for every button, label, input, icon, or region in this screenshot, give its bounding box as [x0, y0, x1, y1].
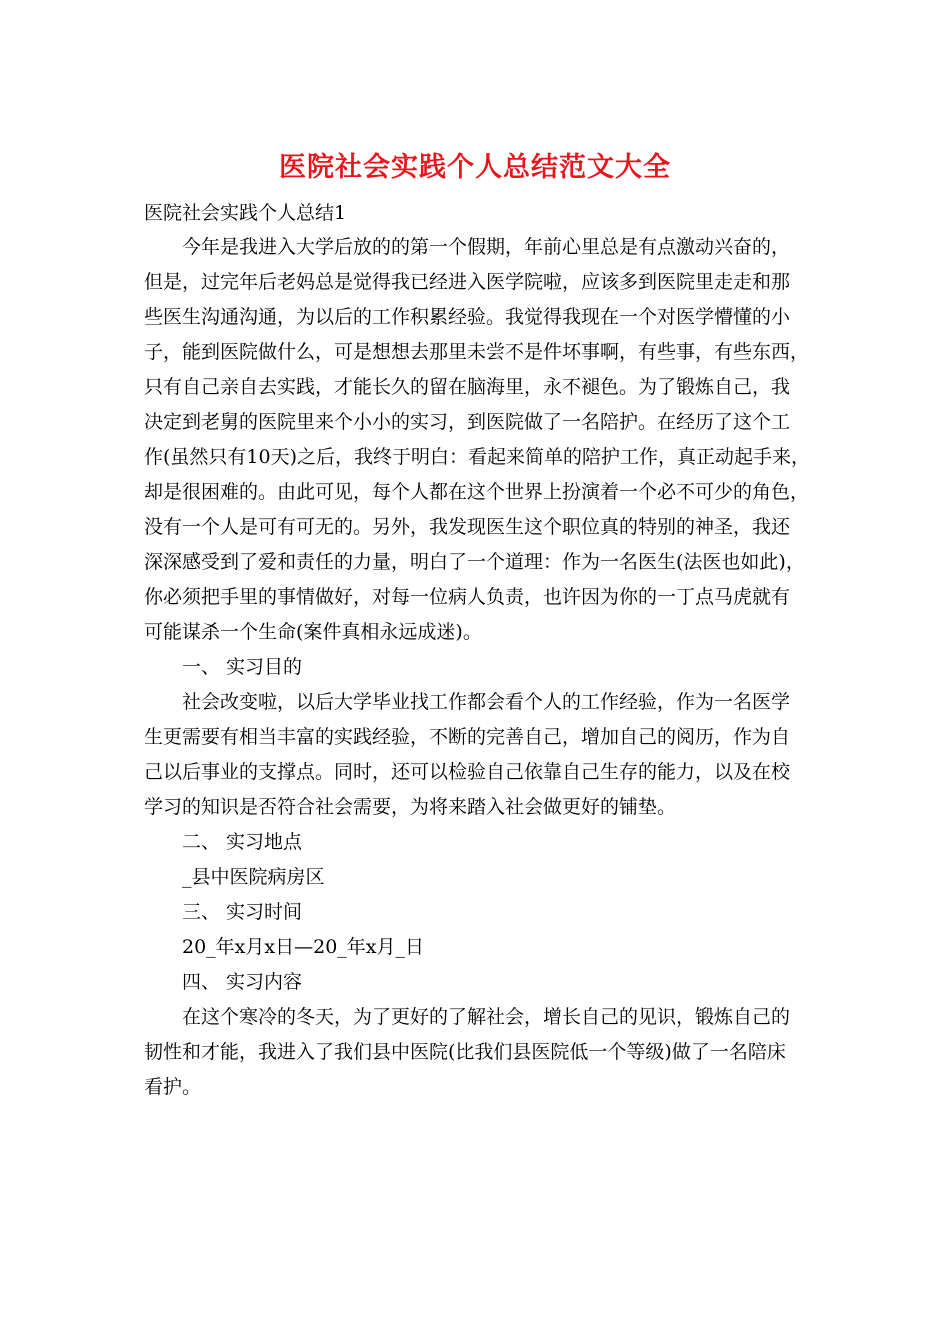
section-heading-purpose: 一、 实习目的	[182, 656, 303, 678]
paragraph-line: 作(虽然只有10天)之后，我终于明白：看起来简单的陪护工作，真正动起手来，	[144, 446, 811, 468]
paragraph-line: 看护。	[144, 1076, 202, 1098]
paragraph-line: 深深感受到了爱和责任的力量，明白了一个道理：作为一名医生(法医也如此)，	[144, 551, 805, 573]
paragraph-line: 子，能到医院做什么，可是想想去那里未尝不是件坏事啊，有些事，有些东西，	[144, 341, 810, 363]
paragraph-line: 学习的知识是否符合社会需要，为将来踏入社会做更好的铺垫。	[144, 796, 677, 818]
paragraph-line: 韧性和才能，我进入了我们县中医院(比我们县医院低一个等级)做了一名陪床	[144, 1041, 786, 1063]
paragraph-line: 己以后事业的支撑点。同时，还可以检验自己依靠自己生存的能力，以及在校	[144, 761, 791, 783]
paragraph-line: 今年是我进入大学后放的的第一个假期，年前心里总是有点激动兴奋的，	[182, 236, 791, 258]
location-text: _县中医院病房区	[182, 866, 325, 888]
paragraph-line: 在这个寒冷的冬天，为了更好的了解社会，增长自己的见识，锻炼自己的	[182, 1006, 791, 1028]
paragraph-line: 只有自己亲自去实践，才能长久的留在脑海里，永不褪色。为了锻炼自己，我	[144, 376, 791, 398]
paragraph-line: 生更需要有相当丰富的实践经验，不断的完善自己，增加自己的阅历，作为自	[144, 726, 791, 748]
paragraph-line: 可能谋杀一个生命(案件真相永远成迷)。	[144, 621, 482, 643]
time-text: 20_年x月x日—20_年x月_日	[182, 936, 424, 958]
paragraph-line: 却是很困难的。由此可见，每个人都在这个世界上扮演着一个必不可少的角色，	[144, 481, 810, 503]
paragraph-line: 没有一个人是可有可无的。另外，我发现医生这个职位真的特别的神圣，我还	[144, 516, 791, 538]
document-subtitle: 医院社会实践个人总结1	[144, 202, 347, 224]
paragraph-line: 但是，过完年后老妈总是觉得我已经进入医学院啦，应该多到医院里走走和那	[144, 271, 791, 293]
paragraph-line: 些医生沟通沟通，为以后的工作积累经验。我觉得我现在一个对医学懵懂的小	[144, 306, 791, 328]
section-heading-time: 三、 实习时间	[182, 901, 303, 923]
paragraph-line: 决定到老舅的医院里来个小小的实习，到医院做了一名陪护。在经历了这个工	[144, 411, 791, 433]
section-heading-content: 四、 实习内容	[182, 971, 303, 993]
document-title: 医院社会实践个人总结范文大全	[279, 152, 671, 183]
paragraph-line: 你必须把手里的事情做好，对每一位病人负责，也许因为你的一丁点马虎就有	[144, 586, 791, 608]
section-heading-location: 二、 实习地点	[182, 831, 303, 853]
paragraph-line: 社会改变啦，以后大学毕业找工作都会看个人的工作经验，作为一名医学	[182, 691, 791, 713]
